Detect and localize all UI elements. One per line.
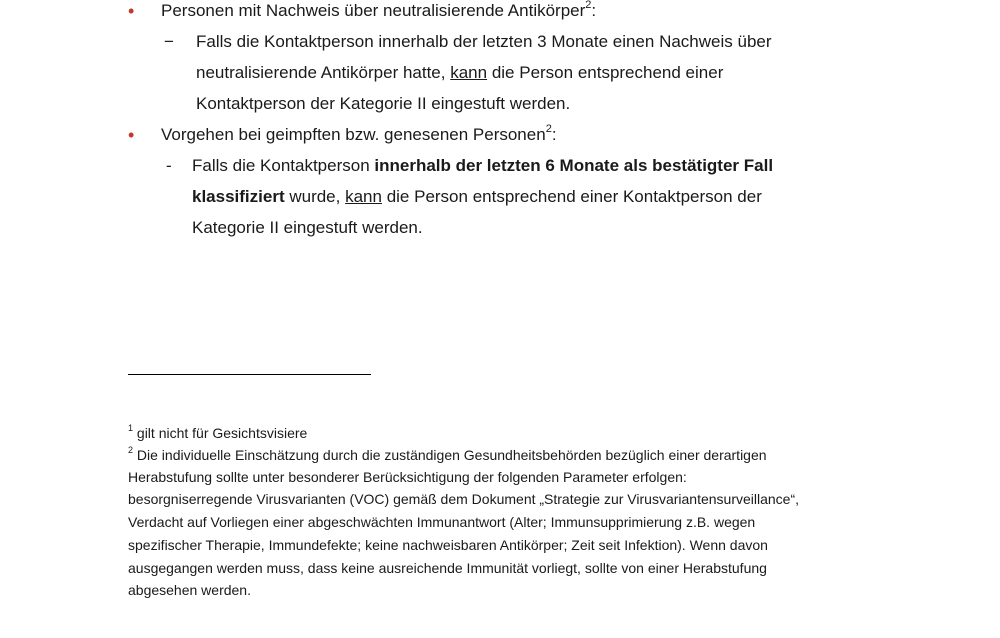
footnote-2-line: ausgegangen werden muss, dass keine ausreichende Immunität vorliegt, sollte von einer Herabstufung (128, 560, 767, 576)
footnote-2-line: abgesehen werden. (128, 582, 251, 598)
bullet-1-line-1: Falls die Kontaktperson innerhalb der letzten 3 Monate einen Nachweis über (196, 32, 772, 51)
bullet-2-line-1: Falls die Kontaktperson innerhalb der letzten 6 Monate als bestätigter Fall (192, 156, 774, 175)
sub-bullet-dash: - (166, 156, 172, 175)
bullet-marker: • (128, 1, 135, 21)
footnote-separator (128, 374, 371, 375)
footnote-2-line: besorgniserregende Virusvarianten (VOC) gemäß dem Dokument „Strategie zur Virusvariantensurveillance“, (128, 491, 800, 507)
footnote-2: $^2$ Die individuelle Einschätzung durch die zuständigen Gesundheitsbehörden bezüglich einer derartigen (128, 445, 767, 463)
bullet-1-line-3: Kontaktperson der Kategorie II eingestuft werden. (196, 94, 571, 113)
bullet-marker: • (128, 125, 135, 145)
footnote-2-line: Verdacht auf Vorliegen einer abgeschwächten Immunantwort (Alter; Immunsupprimierung z.B. wegen (128, 514, 756, 530)
footnote-1: $^1$ gilt nicht für Gesichtsvisiere (128, 423, 308, 441)
bullet-2-line-2: klassifiziert wurde, kann die Person entsprechend einer Kontaktperson der (192, 187, 762, 206)
bullet-1-text: Personen mit Nachweis über neutralisierende Antikörper$^2$: (161, 0, 597, 20)
footnote-2-line: spezifischer Therapie, Immundefekte; keine nachweisbaren Antikörper; Zeit seit Infektion). Wenn davon (128, 537, 768, 553)
sub-bullet-dash: − (164, 32, 174, 51)
bullet-2-line-3: Kategorie II eingestuft werden. (192, 218, 423, 237)
bullet-2-text: Vorgehen bei geimpften bzw. genesenen Personen$^2$: (161, 123, 557, 144)
footnote-2-line: Herabstufung sollte unter besonderer Berücksichtigung der folgenden Parameter erfolgen: (128, 469, 687, 485)
bullet-1-line-2: neutralisierende Antikörper hatte, kann die Person entsprechend einer (196, 63, 724, 82)
